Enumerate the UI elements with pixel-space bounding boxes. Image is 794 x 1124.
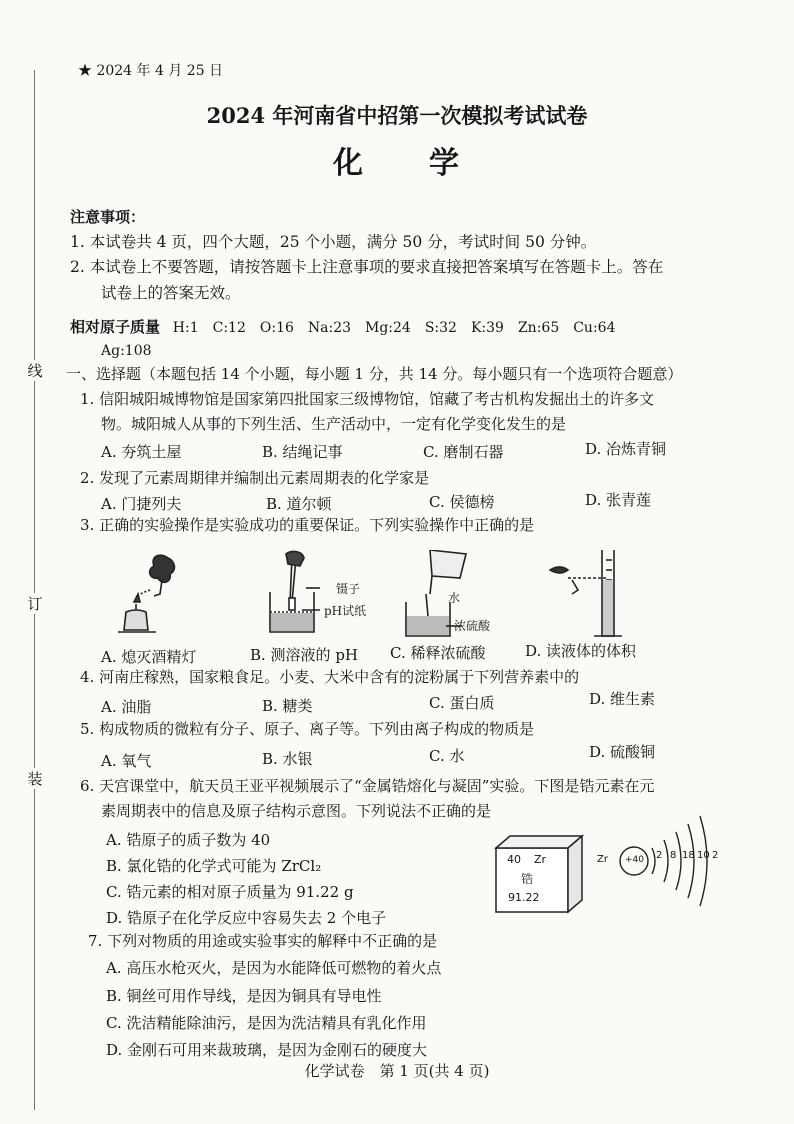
q5-option-b: B. 水银 [262, 750, 313, 768]
q3-option-b: B. 测溶液的 pH [250, 646, 359, 664]
atomic-mass-row [70, 316, 616, 339]
shell-2-count: 8 [670, 850, 677, 861]
atom-structure-zr [592, 806, 732, 916]
q1-option-d: D. 冶炼青铜 [585, 440, 667, 458]
exam-title: 2024 年河南省中招第一次模拟考试试卷 [206, 103, 588, 128]
q6-option-b: B. 氯化锆的化学式可能为 ZrCl₂ [106, 857, 322, 875]
figure-a-alcohol-lamp [118, 555, 174, 632]
atomic-mass-label: 相对原子质量 [70, 318, 161, 336]
shell-3-count: 18 [682, 850, 695, 861]
subject-title: 化 学 [333, 146, 461, 181]
q1-option-b: B. 结绳记事 [262, 443, 343, 461]
q4-option-d: D. 维生素 [589, 690, 656, 708]
label-tweezers: 镊子 [336, 582, 361, 596]
label-ph-paper: pH试纸 [324, 604, 367, 618]
q7-stem: 7. 下列对物质的用途或实验事实的解释中不正确的是 [88, 932, 438, 950]
q3-option-d: D. 读液体的体积 [525, 642, 637, 660]
q5-stem: 5. 构成物质的微粒有分子、原子、离子等。下列由离子构成的物质是 [80, 720, 535, 738]
atom-nucleus-charge: +40 [625, 855, 644, 865]
shell-1-count: 2 [656, 850, 663, 861]
q1-option-c: C. 磨制石器 [423, 443, 504, 461]
q7-option-b: B. 铜丝可用作导线，是因为铜具有导电性 [106, 987, 382, 1005]
note-2-cont: 试卷上的答案无效。 [101, 284, 241, 302]
figure-d-cylinder [550, 550, 622, 636]
atomic-mass-values-2: Ag:108 [101, 343, 152, 359]
q1-stem-cont: 物。城阳城人从事的下列生活、生产活动中，一定有化学变化发生的是 [101, 415, 567, 433]
q4-stem: 4. 河南庄稼熟，国家粮食足。小麦、大米中含有的淀粉属于下列营养素中的 [80, 668, 580, 686]
q3-stem: 3. 正确的实验操作是实验成功的重要保证。下列实验操作中正确的是 [80, 516, 535, 534]
shell-5-count: 2 [712, 850, 719, 861]
q2-stem: 2. 发现了元素周期律并编制出元素周期表的化学家是 [80, 469, 430, 487]
margin-char-ding: 订 [27, 595, 43, 613]
q5-option-d: D. 硫酸铜 [589, 743, 656, 761]
note-1: 1. 本试卷共 4 页，四个大题，25 个小题，满分 50 分，考试时间 50 分钟。 [70, 233, 597, 251]
q7-option-a: A. 高压水枪灭火，是因为水能降低可燃物的着火点 [106, 959, 442, 977]
note-2: 2. 本试卷上不要答题，请按答题卡上注意事项的要求直接把答案填写在答题卡上。答在 [70, 258, 664, 276]
q4-option-c: C. 蛋白质 [429, 694, 495, 712]
exam-date: ★ 2024 年 4 月 25 日 [78, 63, 224, 79]
element-name: 锆 [521, 872, 534, 886]
atomic-mass-values: H:1 C:12 O:16 Na:23 Mg:24 S:32 K:39 Zn:65 Cu:64 [172, 320, 616, 336]
element-symbol: Zr [534, 853, 547, 866]
margin-char-line: 线 [27, 362, 43, 380]
section-1-heading: 一、选择题（本题包括 14 个小题，每小题 1 分，共 14 分。每小题只有一个选项符合题意） [66, 365, 683, 383]
page-footer: 化学试卷 第 1 页(共 4 页) [304, 1062, 490, 1080]
q2-option-c: C. 侯德榜 [429, 493, 495, 511]
binding-margin-line [34, 70, 35, 1110]
q3-option-a: A. 熄灭酒精灯 [101, 648, 197, 666]
q3-figures [110, 550, 720, 642]
margin-char-zhuang: 装 [27, 770, 43, 788]
notes-heading: 注意事项： [70, 208, 146, 226]
q1-option-a: A. 夯筑土屋 [101, 443, 182, 461]
q5-option-a: A. 氧气 [101, 752, 152, 770]
label-conc-h2so4: 浓硫酸 [454, 619, 491, 633]
q6-option-c: C. 锆元素的相对原子质量为 91.22 g [106, 883, 354, 901]
element-card-zr [492, 832, 592, 916]
q7-option-d: D. 金刚石可用来裁玻璃，是因为金刚石的硬度大 [106, 1041, 428, 1059]
q4-option-a: A. 油脂 [101, 698, 152, 716]
q4-option-b: B. 糖类 [262, 697, 313, 715]
atom-symbol: Zr [597, 854, 608, 865]
figure-b-beaker-ph [270, 551, 320, 632]
q1-stem: 1. 信阳城阳城博物馆是国家第四批国家三级博物馆，馆藏了考古机构发掘出土的许多文 [80, 390, 655, 408]
shell-4-count: 10 [697, 850, 710, 861]
element-atomic-number: 40 [507, 853, 521, 866]
q6-stem-cont: 素周期表中的信息及原子结构示意图。下列说法不正确的是 [101, 802, 492, 820]
q2-option-d: D. 张青莲 [585, 491, 652, 509]
q6-option-d: D. 锆原子在化学反应中容易失去 2 个电子 [106, 909, 387, 927]
element-mass: 91.22 [508, 891, 540, 904]
q2-option-a: A. 门捷列夫 [101, 495, 182, 513]
q6-stem: 6. 天宫课堂中，航天员王亚平视频展示了“金属锆熔化与凝固”实验。下图是锆元素在元 [80, 777, 655, 795]
q5-option-c: C. 水 [429, 747, 465, 765]
q6-option-a: A. 锆原子的质子数为 40 [106, 831, 271, 849]
q3-option-c: C. 稀释浓硫酸 [390, 644, 486, 662]
q2-option-b: B. 道尔顿 [266, 495, 332, 513]
label-water: 水 [448, 591, 461, 605]
q7-option-c: C. 洗洁精能除油污，是因为洗洁精具有乳化作用 [106, 1014, 427, 1032]
